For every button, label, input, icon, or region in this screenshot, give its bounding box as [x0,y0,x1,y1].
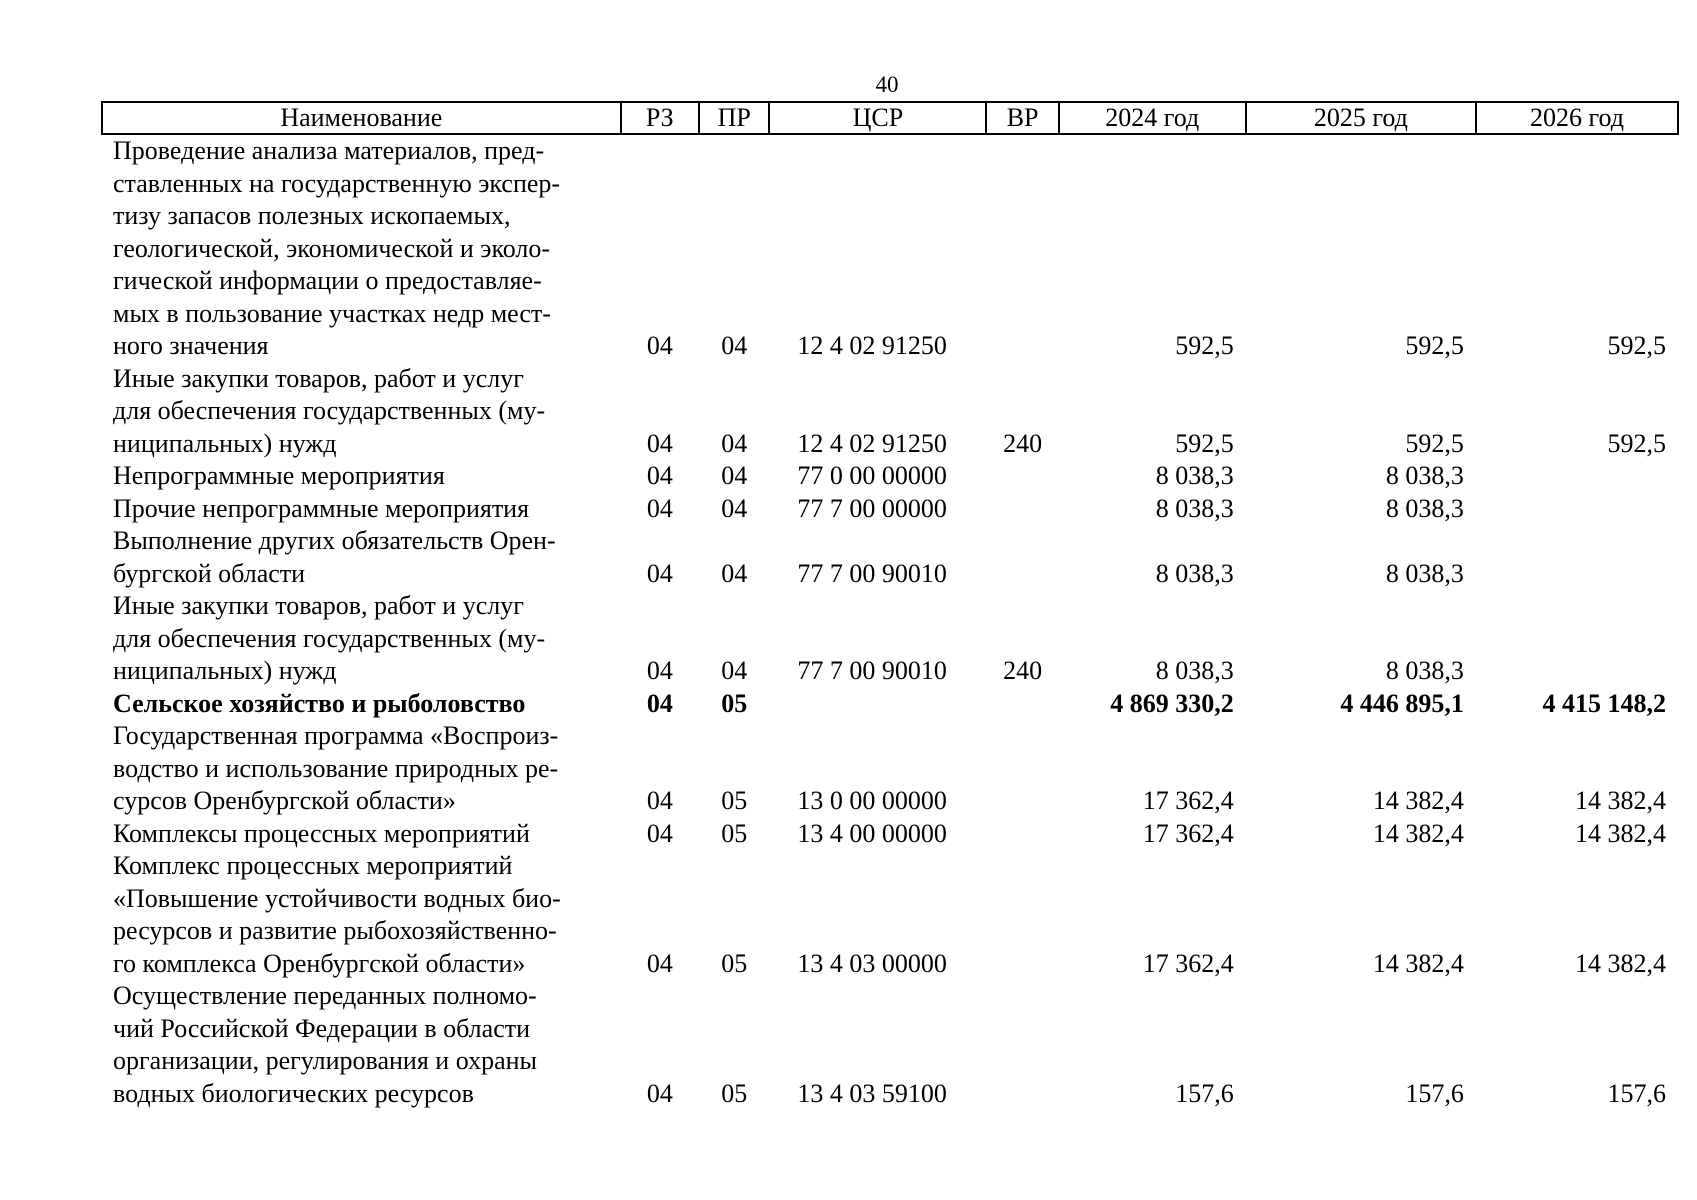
row-pr: 04 [721,461,748,490]
row-value-2024: 4 869 330,2 [1110,688,1234,718]
row-rz: 04 [646,948,673,978]
budget-table [101,101,1679,1110]
row-value-2026: 14 382,4 [1575,948,1666,978]
row-value-2026: 592,5 [1607,428,1666,458]
row-vr [986,493,1058,526]
row-name: Выполнение других обязательств Орен- бургской области [113,526,556,588]
table-row [102,720,1678,818]
table-row [102,134,1678,363]
row-pr: 04 [721,493,748,523]
row-vr [986,818,1058,851]
row-value-2024: 17 362,4 [1142,948,1234,978]
row-value-2026 [1476,525,1678,590]
header-2026: 2026 год [1476,102,1678,134]
row-value-2026 [1476,590,1678,688]
row-pr: 04 [721,331,748,360]
row-name: Проведение анализа материалов, пред- ставленных на государственную экспер- тизу запасов полезных ископаемых, геологической, экономической и эколо- гической информации о предоставляе- мых в пользование участках недр мест- ного значения [113,136,561,360]
row-pr: 04 [721,558,748,588]
row-rz: 04 [646,493,673,523]
row-name: Сельское хозяйство и рыболовство [113,688,526,718]
row-pr: 05 [721,818,748,848]
row-csr: 77 7 00 00000 [797,493,947,523]
row-value-2026 [1476,493,1678,526]
row-csr: 13 4 03 59100 [797,1078,947,1108]
row-value-2026: 14 382,4 [1575,786,1666,815]
header-pr: ПР [699,102,769,134]
row-vr: 240 [1003,428,1043,458]
row-value-2025: 8 038,3 [1385,493,1464,523]
row-value-2025: 8 038,3 [1385,656,1464,685]
table-row [102,363,1678,461]
row-name: Комплекс процессных мероприятий «Повышение устойчивости водных био- ресурсов и развитие рыбохозяйственно- го комплекса Оренбургской области» [113,851,561,978]
row-vr [986,134,1058,363]
row-vr [986,460,1058,493]
row-value-2025: 4 446 895,1 [1340,688,1464,718]
row-value-2025: 14 382,4 [1372,786,1464,815]
row-value-2024: 17 362,4 [1142,786,1234,815]
page-number: 40 [875,72,899,97]
row-csr: 12 4 02 91250 [797,428,947,458]
table-header-row [102,102,1678,134]
row-value-2025: 14 382,4 [1372,948,1464,978]
row-value-2026: 157,6 [1607,1078,1666,1108]
row-rz: 04 [646,558,673,588]
row-value-2024: 8 038,3 [1155,656,1234,685]
row-csr: 77 0 00 00000 [797,461,947,490]
row-vr [986,850,1058,980]
row-name: Государственная программа «Воспроиз- водство и использование природных ре- сурсов Оренбургской области» [113,721,559,815]
row-csr: 13 4 00 00000 [797,818,947,848]
header-csr: ЦСР [769,102,986,134]
row-value-2024: 8 038,3 [1155,461,1234,490]
row-value-2024: 17 362,4 [1142,818,1234,848]
row-value-2025: 157,6 [1405,1078,1464,1108]
row-rz: 04 [646,656,673,685]
row-value-2024: 157,6 [1175,1078,1234,1108]
row-value-2026: 14 382,4 [1575,818,1666,848]
row-vr: 240 [1003,656,1043,685]
row-value-2025: 592,5 [1405,428,1464,458]
row-csr: 13 0 00 00000 [797,786,947,815]
header-2024: 2024 год [1059,102,1246,134]
row-rz: 04 [646,1078,673,1108]
row-csr: 12 4 02 91250 [797,331,947,360]
row-value-2025: 592,5 [1405,331,1464,360]
table-row [102,850,1678,980]
row-pr: 04 [721,428,748,458]
row-rz: 04 [646,688,673,718]
row-vr [986,525,1058,590]
table-row [102,493,1678,526]
row-rz: 04 [646,428,673,458]
row-pr: 04 [721,656,748,685]
row-name: Прочие непрограммные мероприятия [113,493,530,523]
row-csr [769,688,986,721]
row-pr: 05 [721,688,748,718]
row-vr [986,720,1058,818]
row-rz: 04 [646,331,673,360]
row-value-2024: 592,5 [1175,331,1234,360]
row-pr: 05 [721,786,748,815]
row-rz: 04 [646,461,673,490]
row-name: Иные закупки товаров, работ и услуг для обеспечения государственных (му- ниципальных) нужд [113,363,546,458]
row-vr [986,688,1058,721]
row-value-2025: 8 038,3 [1385,461,1464,490]
row-csr: 77 7 00 90010 [797,558,947,588]
row-value-2025: 14 382,4 [1372,818,1464,848]
row-pr: 05 [721,948,748,978]
header-2025: 2025 год [1246,102,1476,134]
row-value-2026: 4 415 148,2 [1542,688,1666,718]
table-body [102,134,1678,1110]
row-value-2024: 8 038,3 [1155,493,1234,523]
row-rz: 04 [646,786,673,815]
row-name: Иные закупки товаров, работ и услуг для обеспечения государственных (му- ниципальных) нужд [113,591,546,685]
header-name: Наименование [102,102,621,134]
table-row [102,818,1678,851]
row-name: Осуществление переданных полномо- чий Российской Федерации в области организации, регулирования и охраны водных биологических ресурсов [113,981,537,1108]
header-vr: ВР [986,102,1058,134]
table-row [102,525,1678,590]
row-rz: 04 [646,818,673,848]
row-value-2026: 592,5 [1607,331,1666,360]
table-row [102,460,1678,493]
row-value-2024: 592,5 [1175,428,1234,458]
table-row [102,980,1678,1110]
row-value-2025: 8 038,3 [1385,558,1464,588]
table-row [102,688,1678,721]
row-pr: 05 [721,1078,748,1108]
row-csr: 77 7 00 90010 [797,656,947,685]
row-value-2024: 8 038,3 [1155,558,1234,588]
row-name: Непрограммные мероприятия [113,461,445,490]
row-csr: 13 4 03 00000 [797,948,947,978]
table-row [102,590,1678,688]
row-name: Комплексы процессных мероприятий [113,818,530,848]
row-value-2026 [1476,460,1678,493]
header-rz: РЗ [621,102,699,134]
row-vr [986,980,1058,1110]
